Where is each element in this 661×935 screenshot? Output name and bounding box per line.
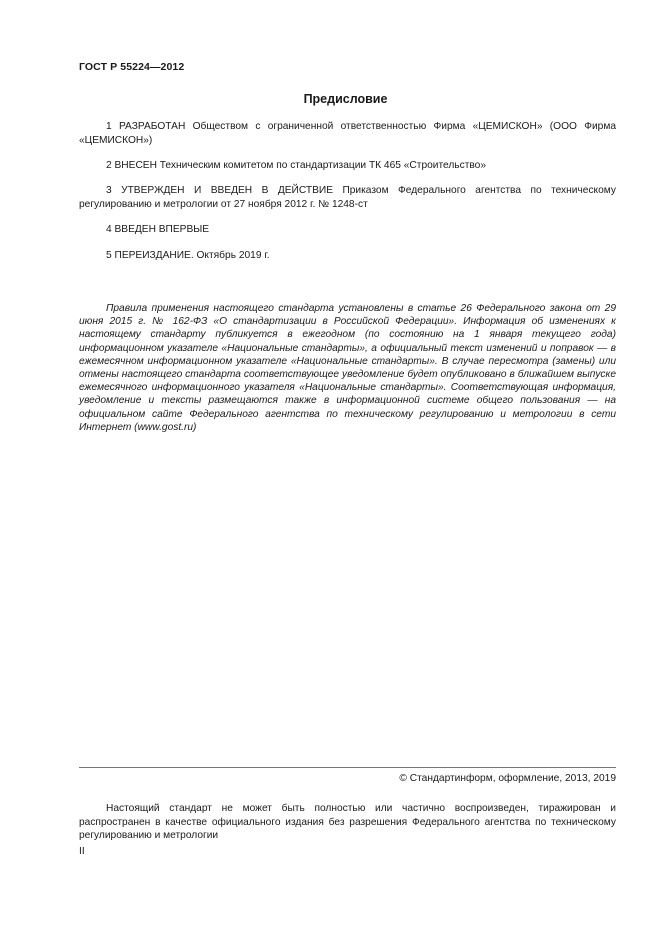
page-title: Предисловие — [303, 92, 388, 106]
footer-divider — [79, 767, 616, 768]
copyright-line: © Стандартинформ, оформление, 2013, 2019 — [399, 773, 616, 784]
page-number: II — [79, 846, 85, 857]
foreword-item-approved: 3 УТВЕРЖДЕН И ВВЕДЕН В ДЕЙСТВИЕ Приказом Федерального агентства по техническому регулированию и метрологии от 27 ноября 2012 г. № 1248-ст — [79, 185, 616, 210]
standard-code: ГОСТ Р 55224—2012 — [79, 61, 185, 73]
foreword-item-first-introduced: 4 ВВЕДЕН ВПЕРВЫЕ — [106, 224, 210, 235]
foreword-item-reissue: 5 ПЕРЕИЗДАНИЕ. Октябрь 2019 г. — [106, 250, 270, 261]
application-rules-note: Правила применения настоящего стандарта установлены в статье 26 Федерального закона от 29 июня 2015 г. № 162-ФЗ «О стандартизации в Российской Федерации». Информация об изменениях к настоящему стандарту публикуется в ежегодном (по состоянию на 1 января текущего года) информационном указателе «Национальные стандарты», а официальный текст изменений и поправок — в ежемесячном информационном указателе «Национальные стандарты». В случае пересмотра (замены) или отмены настоящего стандарта соответствующее уведомление будет опубликовано в ближайшем выпуске ежемесячного информационного указателя «Национальные стандарты». Соответствующая информация, уведомление и тексты размещаются также в информационной системе общего пользования — на официальном сайте Федерального агентства по техническому регулированию и метрологии в сети Интернет (www.gost.ru) — [79, 303, 616, 433]
foreword-item-developed: 1 РАЗРАБОТАН Обществом с ограниченной ответственностью Фирма «ЦЕМИСКОН» (ООО Фирма «ЦЕМИСКОН») — [79, 121, 616, 146]
reproduction-notice: Настоящий стандарт не может быть полностью или частично воспроизведен, тиражирован и распространен в качестве официального издания без разрешения Федерального агентства по техническому регулированию и метрологии — [79, 803, 616, 841]
foreword-item-introduced: 2 ВНЕСЕН Техническим комитетом по стандартизации ТК 465 «Строительство» — [106, 160, 486, 171]
